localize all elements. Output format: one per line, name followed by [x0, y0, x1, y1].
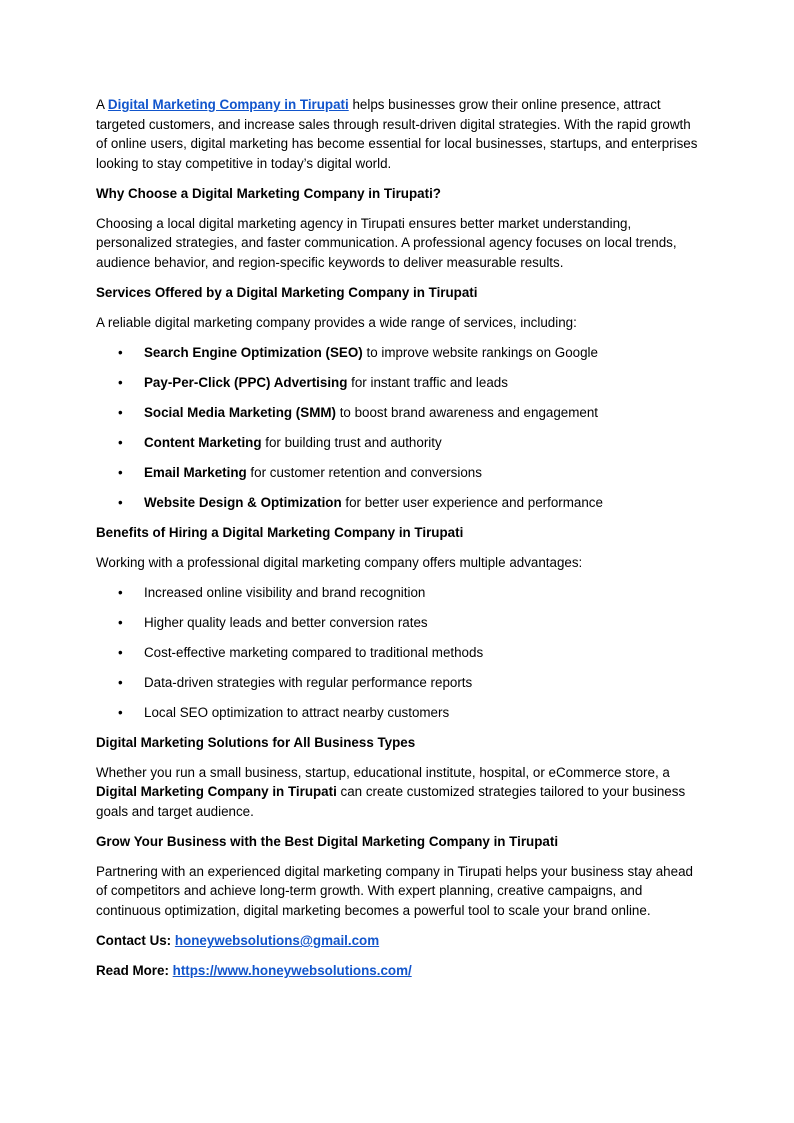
bullet-icon: •: [118, 644, 123, 660]
list-item: • Local SEO optimization to attract nearby customers: [96, 703, 700, 723]
solutions-heading: Digital Marketing Solutions for All Business Types: [96, 734, 416, 750]
services-intro: A reliable digital marketing company provides a wide range of services, including:: [96, 314, 577, 330]
benefits-heading: Benefits of Hiring a Digital Marketing Company in Tirupati: [96, 524, 464, 540]
bullet-icon: •: [118, 584, 123, 600]
list-item: • Higher quality leads and better conversion rates: [96, 613, 700, 633]
bullet-icon: •: [118, 494, 123, 510]
bullet-icon: •: [118, 404, 123, 420]
contact-line: [96, 931, 700, 951]
list-item: • Social Media Marketing (SMM) to boost brand awareness and engagement: [96, 403, 700, 423]
list-item: • Cost-effective marketing compared to traditional methods: [96, 643, 700, 663]
why-heading: Why Choose a Digital Marketing Company in Tirupati?: [96, 185, 441, 201]
list-item: • Search Engine Optimization (SEO) to improve website rankings on Google: [96, 343, 700, 363]
list-item: • Pay-Per-Click (PPC) Advertising for instant traffic and leads: [96, 373, 700, 393]
solutions-paragraph: Whether you run a small business, startup, educational institute, hospital, or eCommerce store, a Digital Marketing Company in Tirupati can create customized strategies tailored to your business goals and target audience.: [96, 764, 686, 819]
bullet-icon: •: [118, 704, 123, 720]
why-paragraph: Choosing a local digital marketing agency in Tirupati ensures better market understanding, personalized strategies, and faster communication. A professional agency focuses on local trends, audience behavior, and region-specific keywords to deliver measurable results.: [96, 215, 677, 270]
list-item: • Email Marketing for customer retention and conversions: [96, 463, 700, 483]
services-heading: Services Offered by a Digital Marketing Company in Tirupati: [96, 284, 478, 300]
bullet-icon: •: [118, 464, 123, 480]
list-item: • Data-driven strategies with regular performance reports: [96, 673, 700, 693]
contact-email-link[interactable]: honeywebsolutions@gmail.com: [174, 933, 380, 948]
list-item: • Content Marketing for building trust and authority: [96, 433, 700, 453]
bullet-icon: •: [118, 674, 123, 690]
benefits-intro: Working with a professional digital marketing company offers multiple advantages:: [96, 554, 583, 570]
document-page: [96, 95, 700, 991]
intro-rest: helps businesses grow their online presence, attract targeted customers, and increase sales through result-driven digital strategies. With the rapid growth of online users, digital marketing has become essential for local businesses, startups, and enterprises looking to stay competitive in today’s digital world.: [96, 97, 698, 171]
list-item: • Website Design & Optimization for better user experience and performance: [96, 493, 700, 513]
readmore-url-link[interactable]: https://www.honeywebsolutions.com/: [172, 962, 412, 978]
grow-paragraph: Partnering with an experienced digital marketing company in Tirupati helps your business stay ahead of competitors and achieve long-term growth. With expert planning, creative campaigns, and continuous optimization, digital marketing becomes a powerful tool to scale your brand online.: [96, 863, 693, 919]
bullet-icon: •: [118, 374, 123, 390]
contact-label: Contact Us:: [96, 933, 175, 948]
benefits-list: [96, 583, 700, 723]
intro-link[interactable]: Digital Marketing Company in Tirupati: [107, 97, 349, 112]
bullet-icon: •: [118, 614, 123, 630]
bullet-icon: •: [118, 344, 123, 360]
intro-paragraph: [96, 95, 700, 173]
list-item: • Increased online visibility and brand recognition: [96, 583, 700, 603]
grow-heading: Grow Your Business with the Best Digital Marketing Company in Tirupati: [96, 833, 559, 849]
services-list: [96, 343, 700, 513]
bullet-icon: •: [118, 434, 123, 450]
intro-prefix: A: [96, 97, 108, 112]
readmore-label: Read More:: [96, 962, 173, 978]
readmore-line: [96, 961, 700, 981]
